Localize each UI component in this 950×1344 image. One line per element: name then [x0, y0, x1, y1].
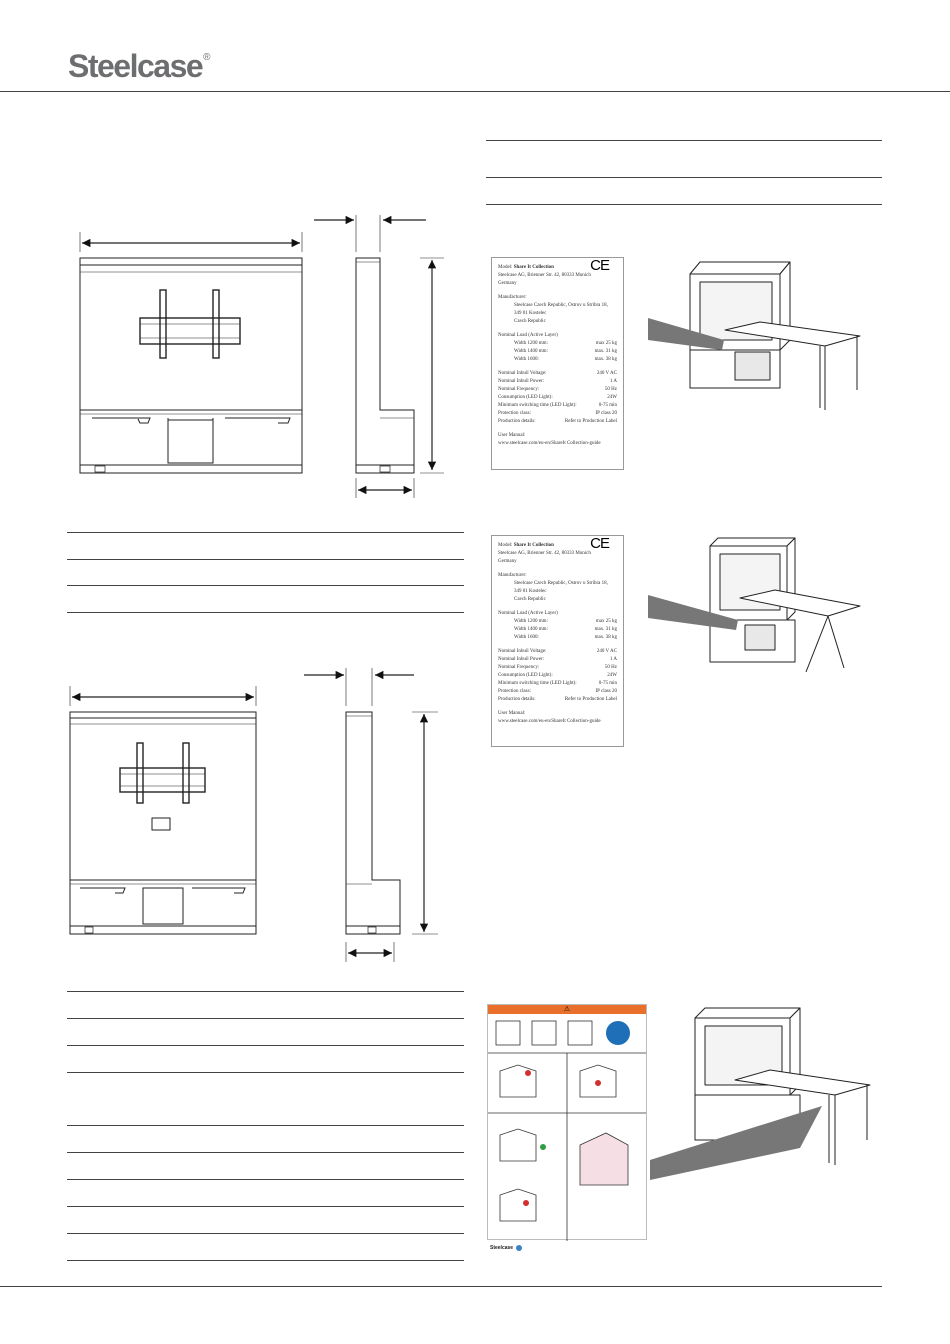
manufacturer-line: Czech Republic	[514, 597, 546, 602]
ce-mark: CE	[590, 257, 609, 274]
manufacturer-line: Czech Republic	[514, 319, 546, 324]
model-name: Share It Collection	[513, 543, 554, 548]
load-row: Width 1400 mm: max. 31 kg	[514, 627, 617, 632]
manual-url: www.steelcase.com/eu-en/ShareIt Collection-guide	[498, 441, 601, 446]
manufacturer-line: Steelcase Czech Republic, Ostrov u Stríbra 18,	[514, 303, 608, 308]
brand-name: Steelcase	[68, 48, 203, 84]
load-heading: Nominal Load (Active Layer)	[498, 333, 558, 338]
warning-triangle-icon: ⚠	[563, 1006, 571, 1013]
manufacturer-line: Steelcase Czech Republic, Ostrov u Stríbra 18,	[514, 581, 608, 586]
spec-row: Nominal Inbuil Voltage: 240 V AC	[498, 371, 617, 376]
country: Germany	[498, 559, 517, 564]
spec-row: Consumption (LED Light): 24W	[498, 673, 617, 678]
spec-row: Consumption (LED Light): 24W	[498, 395, 617, 400]
load-row: Width 1400 mm: max. 31 kg	[514, 349, 617, 354]
model-prefix: Model:	[498, 265, 513, 270]
manual-url: www.steelcase.com/eu-en/ShareIt Collection-guide	[498, 719, 601, 724]
address: Steelcase AG, Brienner Str. 42, 80333 Munich	[498, 551, 591, 556]
spec-row: Minimum switching time (LED Light): 0-75 min	[498, 681, 617, 686]
load-row: Width 1200 mm: max 25 kg	[514, 341, 617, 346]
spec-row: Nominal Frequency: 50 Hz	[498, 387, 617, 392]
spec-row: Nominal Inbuil Voltage: 240 V AC	[498, 649, 617, 654]
load-row: Width 1200 mm: max 25 kg	[514, 619, 617, 624]
spec-row: Minimum switching time (LED Light): 0-75 min	[498, 403, 617, 408]
load-row: Width 1600: max. 38 kg	[514, 635, 617, 640]
warning-brand: Steelcase	[490, 1244, 514, 1251]
manufacturer-heading: Manufacturer:	[498, 573, 527, 578]
spec-row: Nominal Inbuil Power: 1 A	[498, 657, 617, 662]
load-row: Width 1600: max. 38 kg	[514, 357, 617, 362]
manual-heading: User Manual:	[498, 711, 526, 716]
manufacturer-heading: Manufacturer:	[498, 295, 527, 300]
spec-row: Production details: Refer to Production Label	[498, 697, 617, 702]
spec-row: Protection class: IP class 20	[498, 689, 617, 694]
manufacturer-line: 349 01 Kostelec	[514, 589, 547, 594]
registered-mark: ®	[203, 52, 211, 63]
spec-row: Production details: Refer to Production Label	[498, 419, 617, 424]
spec-row: Nominal Inbuil Power: 1 A	[498, 379, 617, 384]
ce-mark: CE	[590, 535, 609, 552]
spec-row: Protection class: IP class 20	[498, 411, 617, 416]
model-prefix: Model:	[498, 543, 513, 548]
load-heading: Nominal Load (Active Layer)	[498, 611, 558, 616]
spec-row: Nominal Frequency: 50 Hz	[498, 665, 617, 670]
manufacturer-line: 349 01 Kostelec	[514, 311, 547, 316]
country: Germany	[498, 281, 517, 286]
manual-heading: User Manual:	[498, 433, 526, 438]
model-name: Share It Collection	[513, 265, 554, 270]
address: Steelcase AG, Brienner Str. 42, 80333 Munich	[498, 273, 591, 278]
